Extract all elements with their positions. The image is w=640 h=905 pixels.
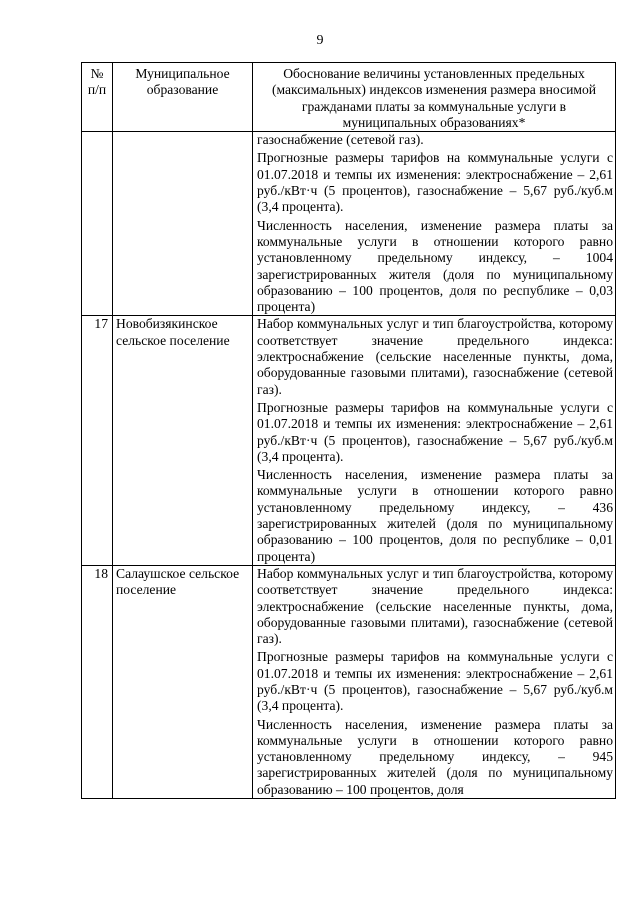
table-header-row [82,63,616,132]
row-number: 17 [82,316,113,565]
header-municipality: Муниципальное образование [113,63,253,132]
tariff-index-table [81,62,616,799]
justification-paragraph: Численность населения, изменение размера платы за коммунальные услуги в отношении которого равно установленному предельному индексу, – 436 зарегистрированных жителей (доля по муниципальному образованию – 100 процентов, доля по республике – 0,01 процента) [257,467,613,564]
justification-paragraph: Численность населения, изменение размера платы за коммунальные услуги в отношении которого равно установленному предельному индексу, – 1004 зарегистрированных жителя (доля по муниципальному образованию – 100 процентов, доля по республике – 0,03 процента) [257,217,613,315]
justification-paragraph: Прогнозные размеры тарифов на коммунальные услуги с 01.07.2018 и темпы их изменения: электроснабжение – 2,61 руб./кВт·ч (5 процентов), газоснабжение – 5,67 руб./куб.м (3,4 процента). [257,399,613,464]
table-row [82,565,616,798]
row-justification [253,565,616,798]
row-municipality: Новобизякинское сельское поселение [113,316,253,565]
header-justification: Обоснование величины установленных предельных (максимальных) индексов изменения размера вносимой гражданами платы за коммунальные услуги в муниципальных образованиях* [253,63,616,132]
header-number: № п/п [82,63,113,132]
justification-paragraph: Прогнозные размеры тарифов на коммунальные услуги с 01.07.2018 и темпы их изменения: электроснабжение – 2,61 руб./кВт·ч (5 процентов), газоснабжение – 5,67 руб./куб.м (3,4 процента). [257,150,613,215]
page-number: 9 [316,33,324,48]
table-row [82,132,616,316]
row-justification [253,132,616,316]
row-number [82,132,113,316]
justification-paragraph: газоснабжение (сетевой газ). [257,132,424,148]
table-row [82,316,616,565]
justification-paragraph: Численность населения, изменение размера платы за коммунальные услуги в отношении которого равно установленному предельному индексу, – 945 зарегистрированных жителей (доля по муниципальному образованию – 100 процентов, доля [257,716,613,797]
justification-paragraph: Набор коммунальных услуг и тип благоустройства, которому соответствует значение предельного индекса: электроснабжение (сельские населенные пункты, дома, оборудованные газовыми плитами), газоснабжение (сетевой газ). [257,316,613,397]
row-municipality [113,132,253,316]
justification-paragraph: Набор коммунальных услуг и тип благоустройства, которому соответствует значение предельного индекса: электроснабжение (сельские населенные пункты, дома, оборудованные газовыми плитами), газоснабжение (сетевой газ). [257,565,613,647]
row-justification [253,316,616,565]
row-municipality: Салаушское сельское поселение [113,565,253,798]
row-number: 18 [82,565,113,798]
justification-paragraph: Прогнозные размеры тарифов на коммунальные услуги с 01.07.2018 и темпы их изменения: электроснабжение – 2,61 руб./кВт·ч (5 процентов), газоснабжение – 5,67 руб./куб.м (3,4 процента). [257,649,613,714]
